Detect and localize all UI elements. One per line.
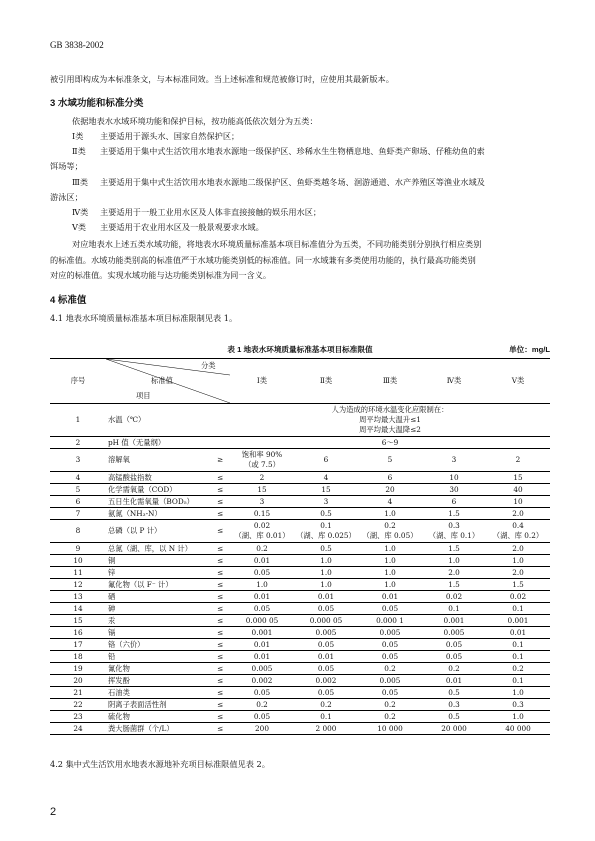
cell-class-3: 0.05 xyxy=(358,651,422,663)
cell-item: 氨氮（NH₃-N） xyxy=(106,508,210,520)
cell-class-2 xyxy=(294,520,358,543)
cell-class-1: 0.01 xyxy=(230,555,294,567)
cell-item: 铅 xyxy=(106,651,210,663)
class-tag: Ⅱ类 xyxy=(72,146,86,157)
cell-class-1-main: 0.02 xyxy=(253,521,271,530)
cell-class-4-main: 0.3 xyxy=(448,521,460,530)
cell-class-3: 0.005 xyxy=(358,627,422,639)
cell-item: 高锰酸盐指数 xyxy=(106,472,210,484)
section-3-paragraph-line: 的标准值。水域功能类别高的标准值严于水域功能类别低的标准值。同一水域兼有多类使用功能的，执行最高功能类别 xyxy=(50,254,476,265)
cell-class-5 xyxy=(486,520,550,543)
cell-op: ≤ xyxy=(210,496,230,508)
cell-no: 21 xyxy=(50,687,106,699)
table-row-ph xyxy=(50,437,550,449)
cell-class-1: 0.05 xyxy=(230,567,294,579)
cell-class-3: 1.0 xyxy=(358,543,422,555)
class-text: 主要适用于农业用水区及一般景观要求水域。 xyxy=(100,222,264,233)
paragraph-4-1: 4.1 地表水环境质量标准基本项目标准限制见表 1。 xyxy=(50,313,238,323)
header-class-2: Ⅱ类 xyxy=(294,359,358,404)
class-tag: Ⅰ类 xyxy=(72,131,84,141)
cell-class-2-note: （湖、库 0.025） xyxy=(296,531,356,540)
class-text: 主要适用于集中式生活饮用水地表水源地一级保护区、珍稀水生生物栖息地、鱼虾类产卵场、仔稚幼鱼的索 xyxy=(100,146,485,157)
cell-item: 硫化物 xyxy=(106,711,210,723)
cell-class-5: 0.001 xyxy=(486,615,550,627)
cell-class-1: 0.15 xyxy=(230,508,294,520)
cell-item: 氟化物（以 F⁻ 计） xyxy=(106,579,210,591)
class-text: 游泳区； xyxy=(50,191,83,202)
cell-class-4: 10 xyxy=(422,472,486,484)
cell-no: 6 xyxy=(50,496,106,508)
table-row xyxy=(50,496,550,508)
cell-class-2: 0.05 xyxy=(294,639,358,651)
cell-item: 挥发酚 xyxy=(106,675,210,687)
cell-item: 镉 xyxy=(106,627,210,639)
cell-class-4: 0.01 xyxy=(422,675,486,687)
class-tag: Ⅴ类 xyxy=(72,222,87,233)
temp-line-3: 周平均最大温降≤2 xyxy=(359,425,421,434)
cell-class-2: 6 xyxy=(294,449,358,472)
cell-class-1-main: 饱和率 90% xyxy=(241,450,283,459)
table-row xyxy=(50,699,550,711)
cell-item: 阴离子表面活性剂 xyxy=(106,699,210,711)
cell-class-1: 0.05 xyxy=(230,603,294,615)
cell-item: 粪大肠菌群（个/L） xyxy=(106,723,210,735)
table-row xyxy=(50,472,550,484)
cell-op: ≤ xyxy=(210,627,230,639)
cell-class-4: 0.05 xyxy=(422,639,486,651)
cell-class-2: 0.01 xyxy=(294,651,358,663)
cell-item: pH 值（无量纲） xyxy=(106,437,210,449)
cell-no: 10 xyxy=(50,555,106,567)
class-tag: Ⅳ类 xyxy=(72,207,89,217)
cell-class-2: 0.5 xyxy=(294,508,358,520)
cell-class-3: 0.005 xyxy=(358,675,422,687)
cell-item: 溶解氧 xyxy=(106,449,210,472)
cell-class-3-main: 0.2 xyxy=(384,521,396,530)
cell-no: 13 xyxy=(50,591,106,603)
cell-class-3: 0.05 xyxy=(358,687,422,699)
cell-class-1: 0.2 xyxy=(230,699,294,711)
cell-class-2: 15 xyxy=(294,484,358,496)
cell-no: 17 xyxy=(50,639,106,651)
header-item-label: 项目 xyxy=(136,391,151,400)
cell-class-2: 0.2 xyxy=(294,699,358,711)
class-text: 主要适用于集中式生活饮用水地表水源地二级保护区、鱼虾类越冬场、洄游通道、水产养殖区等渔业水域及 xyxy=(100,176,485,187)
cell-op xyxy=(210,404,230,437)
cell-class-3: 1.0 xyxy=(358,555,422,567)
cell-no: 11 xyxy=(50,567,106,579)
cell-class-4: 3 xyxy=(422,449,486,472)
cell-class-4-note: （湖、库 0.1） xyxy=(428,531,480,540)
class-line xyxy=(72,144,542,159)
cell-class-2: 0.01 xyxy=(294,591,358,603)
class-line xyxy=(72,129,542,144)
cell-class-5: 0.1 xyxy=(486,651,550,663)
cell-no: 4 xyxy=(50,472,106,484)
class-text: 饵场等； xyxy=(50,161,83,172)
cell-class-2: 0.005 xyxy=(294,627,358,639)
class-line xyxy=(50,159,520,174)
cell-class-1: 0.01 xyxy=(230,591,294,603)
cell-class-3: 5 xyxy=(358,449,422,472)
cell-no: 15 xyxy=(50,615,106,627)
cell-class-4: 30 xyxy=(422,484,486,496)
cell-op: ≤ xyxy=(210,472,230,484)
cell-class-4: 6 xyxy=(422,496,486,508)
cell-op: ≤ xyxy=(210,723,230,735)
cell-class-3: 0.05 xyxy=(358,603,422,615)
cell-class-2: 2 000 xyxy=(294,723,358,735)
cell-class-4: 20 000 xyxy=(422,723,486,735)
cell-class-2: 0.5 xyxy=(294,543,358,555)
cell-op: ≤ xyxy=(210,615,230,627)
cell-item: 总磷（以 P 计） xyxy=(106,520,210,543)
cell-class-5-note: （湖、库 0.2） xyxy=(492,531,544,540)
table-row xyxy=(50,449,550,472)
cell-class-3: 20 xyxy=(358,484,422,496)
header-diagonal-cell xyxy=(106,359,230,404)
cell-item: 总氮（湖、库，以 N 计） xyxy=(106,543,210,555)
cell-class-2: 0.05 xyxy=(294,603,358,615)
cell-class-1: 0.001 xyxy=(230,627,294,639)
cell-class-4: 1.5 xyxy=(422,508,486,520)
cell-class-5: 0.1 xyxy=(486,603,550,615)
cell-class-1: 0.05 xyxy=(230,687,294,699)
table-row xyxy=(50,687,550,699)
cell-op: ≤ xyxy=(210,508,230,520)
cell-class-3: 4 xyxy=(358,496,422,508)
temp-line-2: 周平均最大温升≤1 xyxy=(359,415,421,424)
temp-line-1: 人为造成的环境水温变化应限制在： xyxy=(331,405,449,414)
cell-class-2: 3 xyxy=(294,496,358,508)
cell-class-1: 200 xyxy=(230,723,294,735)
cell-class-3: 6 xyxy=(358,472,422,484)
cell-op: ≤ xyxy=(210,484,230,496)
cell-no: 18 xyxy=(50,651,106,663)
cell-class-5: 40 xyxy=(486,484,550,496)
cell-op: ≤ xyxy=(210,567,230,579)
cell-op: ≤ xyxy=(210,663,230,675)
cell-item: 化学需氧量（COD） xyxy=(106,484,210,496)
table-body xyxy=(50,404,550,735)
class-line xyxy=(72,175,542,190)
cell-item: 铜 xyxy=(106,555,210,567)
cell-class-4: 0.5 xyxy=(422,711,486,723)
section-3-lead: 依据地表水水域环境功能和保护目标，按功能高低依次划分为五类： xyxy=(72,116,318,126)
table-row xyxy=(50,723,550,735)
header-standard-label: 标准值 xyxy=(151,376,173,385)
cell-class-2: 0.000 05 xyxy=(294,615,358,627)
cell-class-4: 1.5 xyxy=(422,543,486,555)
cell-class-5: 2 xyxy=(486,449,550,472)
section-3-paragraph-line: 对应地表水上述五类水域功能，将地表水环境质量标准基本项目标准值分为五类，不同功能类别分别执行相应类别 xyxy=(72,239,482,249)
table-row xyxy=(50,615,550,627)
intro-paragraph: 被引用即构成为本标准条文，与本标准同效。当上述标准和规范被修订时，应使用其最新版本。 xyxy=(50,74,394,84)
cell-no: 19 xyxy=(50,663,106,675)
cell-op: ≥ xyxy=(210,449,230,472)
cell-no: 22 xyxy=(50,699,106,711)
cell-class-4: 0.001 xyxy=(422,615,486,627)
cell-op: ≤ xyxy=(210,603,230,615)
cell-no: 24 xyxy=(50,723,106,735)
class-text: 主要适用于一般工业用水区及人体非直接接触的娱乐用水区； xyxy=(100,207,322,217)
cell-class-3: 1.0 xyxy=(358,567,422,579)
cell-class-1: 15 xyxy=(230,484,294,496)
cell-class-5: 1.5 xyxy=(486,579,550,591)
header-seq: 序号 xyxy=(50,359,106,404)
paragraph-4-2: 4.2 集中式生活饮用水地表水源地补充项目标准限值见表 2。 xyxy=(50,759,270,769)
table-row xyxy=(50,567,550,579)
table-row xyxy=(50,508,550,520)
cell-op: ≤ xyxy=(210,687,230,699)
cell-class-2: 0.002 xyxy=(294,675,358,687)
cell-item: 硒 xyxy=(106,591,210,603)
table-row xyxy=(50,543,550,555)
cell-no: 9 xyxy=(50,543,106,555)
cell-item: 汞 xyxy=(106,615,210,627)
section-3-title: 3 水域功能和标准分类 xyxy=(50,98,144,109)
cell-op: ≤ xyxy=(210,639,230,651)
header-class-4: Ⅳ类 xyxy=(422,359,486,404)
class-line xyxy=(72,205,542,220)
cell-class-2: 0.1 xyxy=(294,711,358,723)
cell-op: ≤ xyxy=(210,675,230,687)
cell-class-4: 0.5 xyxy=(422,687,486,699)
table-unit: 单位：mg/L xyxy=(509,345,550,354)
cell-class-5-main: 0.4 xyxy=(512,521,524,530)
section-3-paragraph-line: 对应的标准值。实现水域功能与达功能类别标准为同一含义。 xyxy=(50,270,272,280)
cell-class-3: 0.05 xyxy=(358,639,422,651)
header-class-label: 分类 xyxy=(201,361,216,370)
cell-class-3: 10 000 xyxy=(358,723,422,735)
cell-class-2: 0.05 xyxy=(294,687,358,699)
cell-item: 水温（℃） xyxy=(106,404,210,437)
cell-class-3 xyxy=(358,520,422,543)
table-row xyxy=(50,591,550,603)
cell-temp-limit xyxy=(230,404,550,437)
cell-class-1: 1.0 xyxy=(230,579,294,591)
cell-op: ≤ xyxy=(210,711,230,723)
cell-op: ≤ xyxy=(210,651,230,663)
cell-class-2: 1.0 xyxy=(294,555,358,567)
cell-item: 氰化物 xyxy=(106,663,210,675)
cell-item: 五日生化需氧量（BOD₅） xyxy=(106,496,210,508)
table-row xyxy=(50,555,550,567)
cell-item: 砷 xyxy=(106,603,210,615)
table-caption-row xyxy=(50,344,550,358)
section-4-title: 4 标准值 xyxy=(50,295,87,306)
table-row xyxy=(50,651,550,663)
cell-class-5: 1.0 xyxy=(486,555,550,567)
cell-item: 石油类 xyxy=(106,687,210,699)
cell-class-1: 2 xyxy=(230,472,294,484)
cell-class-4: 2.0 xyxy=(422,567,486,579)
cell-ph-value: 6～9 xyxy=(230,437,550,449)
cell-class-4: 0.1 xyxy=(422,603,486,615)
cell-no: 7 xyxy=(50,508,106,520)
cell-class-3: 0.000 1 xyxy=(358,615,422,627)
cell-no: 2 xyxy=(50,437,106,449)
header-class-1: Ⅰ类 xyxy=(230,359,294,404)
cell-class-3: 1.0 xyxy=(358,508,422,520)
standard-number-header: GB 3838-2002 xyxy=(50,40,104,50)
cell-class-2: 1.0 xyxy=(294,579,358,591)
cell-class-4: 1.0 xyxy=(422,555,486,567)
class-tag: Ⅲ类 xyxy=(72,176,89,187)
cell-class-3: 0.01 xyxy=(358,591,422,603)
table-row xyxy=(50,663,550,675)
header-class-5: Ⅴ类 xyxy=(486,359,550,404)
cell-no: 16 xyxy=(50,627,106,639)
cell-class-1 xyxy=(230,520,294,543)
table-row xyxy=(50,579,550,591)
cell-no: 14 xyxy=(50,603,106,615)
cell-class-1: 0.002 xyxy=(230,675,294,687)
cell-class-4: 0.2 xyxy=(422,663,486,675)
cell-class-1: 0.000 05 xyxy=(230,615,294,627)
cell-class-3: 1.0 xyxy=(358,579,422,591)
cell-class-5: 10 xyxy=(486,496,550,508)
cell-class-1: 3 xyxy=(230,496,294,508)
cell-class-5: 0.02 xyxy=(486,591,550,603)
cell-class-5: 2.0 xyxy=(486,508,550,520)
cell-class-1: 0.005 xyxy=(230,663,294,675)
cell-class-1: 0.2 xyxy=(230,543,294,555)
cell-class-1: 0.05 xyxy=(230,711,294,723)
cell-class-2: 4 xyxy=(294,472,358,484)
cell-class-3: 0.2 xyxy=(358,711,422,723)
cell-class-4: 0.05 xyxy=(422,651,486,663)
cell-item: 铬（六价） xyxy=(106,639,210,651)
cell-no: 12 xyxy=(50,579,106,591)
table-row xyxy=(50,484,550,496)
cell-class-5: 0.3 xyxy=(486,699,550,711)
cell-class-5: 0.01 xyxy=(486,627,550,639)
cell-class-5: 40 000 xyxy=(486,723,550,735)
table-row xyxy=(50,627,550,639)
table-row xyxy=(50,639,550,651)
cell-no: 5 xyxy=(50,484,106,496)
cell-no: 23 xyxy=(50,711,106,723)
table-row xyxy=(50,675,550,687)
cell-op: ≤ xyxy=(210,520,230,543)
cell-class-5: 0.2 xyxy=(486,663,550,675)
cell-class-5: 1.0 xyxy=(486,711,550,723)
table-row-water-temp xyxy=(50,404,550,437)
cell-class-1: 0.01 xyxy=(230,639,294,651)
cell-op xyxy=(210,437,230,449)
class-line xyxy=(50,190,520,205)
cell-class-3: 0.2 xyxy=(358,699,422,711)
cell-class-5: 1.0 xyxy=(486,687,550,699)
cell-class-2: 1.0 xyxy=(294,567,358,579)
standard-limits-table xyxy=(50,358,550,735)
cell-no: 3 xyxy=(50,449,106,472)
cell-op: ≤ xyxy=(210,555,230,567)
cell-op: ≤ xyxy=(210,699,230,711)
cell-op: ≤ xyxy=(210,579,230,591)
cell-class-5: 15 xyxy=(486,472,550,484)
cell-class-1: 0.01 xyxy=(230,651,294,663)
class-line xyxy=(72,220,542,235)
cell-class-2: 0.05 xyxy=(294,663,358,675)
cell-class-4: 0.3 xyxy=(422,699,486,711)
table-row xyxy=(50,520,550,543)
table-header-row xyxy=(50,359,550,404)
cell-class-4: 0.02 xyxy=(422,591,486,603)
page-number: 2 xyxy=(50,806,57,818)
table-1 xyxy=(50,344,550,735)
cell-class-1 xyxy=(230,449,294,472)
class-text: 主要适用于源头水、国家自然保护区； xyxy=(100,131,240,141)
table-row xyxy=(50,603,550,615)
cell-no: 8 xyxy=(50,520,106,543)
cell-no: 20 xyxy=(50,675,106,687)
header-class-3: Ⅲ类 xyxy=(358,359,422,404)
cell-no: 1 xyxy=(50,404,106,437)
cell-op: ≤ xyxy=(210,543,230,555)
cell-class-5: 0.1 xyxy=(486,675,550,687)
cell-class-1-note: （或 7.5） xyxy=(244,460,280,469)
cell-item: 锌 xyxy=(106,567,210,579)
table-row xyxy=(50,711,550,723)
cell-op: ≤ xyxy=(210,591,230,603)
cell-class-1-note: （湖、库 0.01） xyxy=(234,531,290,540)
cell-class-5: 2.0 xyxy=(486,543,550,555)
cell-class-4: 0.005 xyxy=(422,627,486,639)
cell-class-5: 2.0 xyxy=(486,567,550,579)
cell-class-2-main: 0.1 xyxy=(320,521,332,530)
cell-class-3-note: （湖、库 0.05） xyxy=(362,531,418,540)
table-caption: 表 1 地表水环境质量标准基本项目标准限值 xyxy=(227,345,373,354)
cell-class-4: 1.5 xyxy=(422,579,486,591)
cell-class-4 xyxy=(422,520,486,543)
cell-class-5: 0.1 xyxy=(486,639,550,651)
cell-class-3: 0.2 xyxy=(358,663,422,675)
